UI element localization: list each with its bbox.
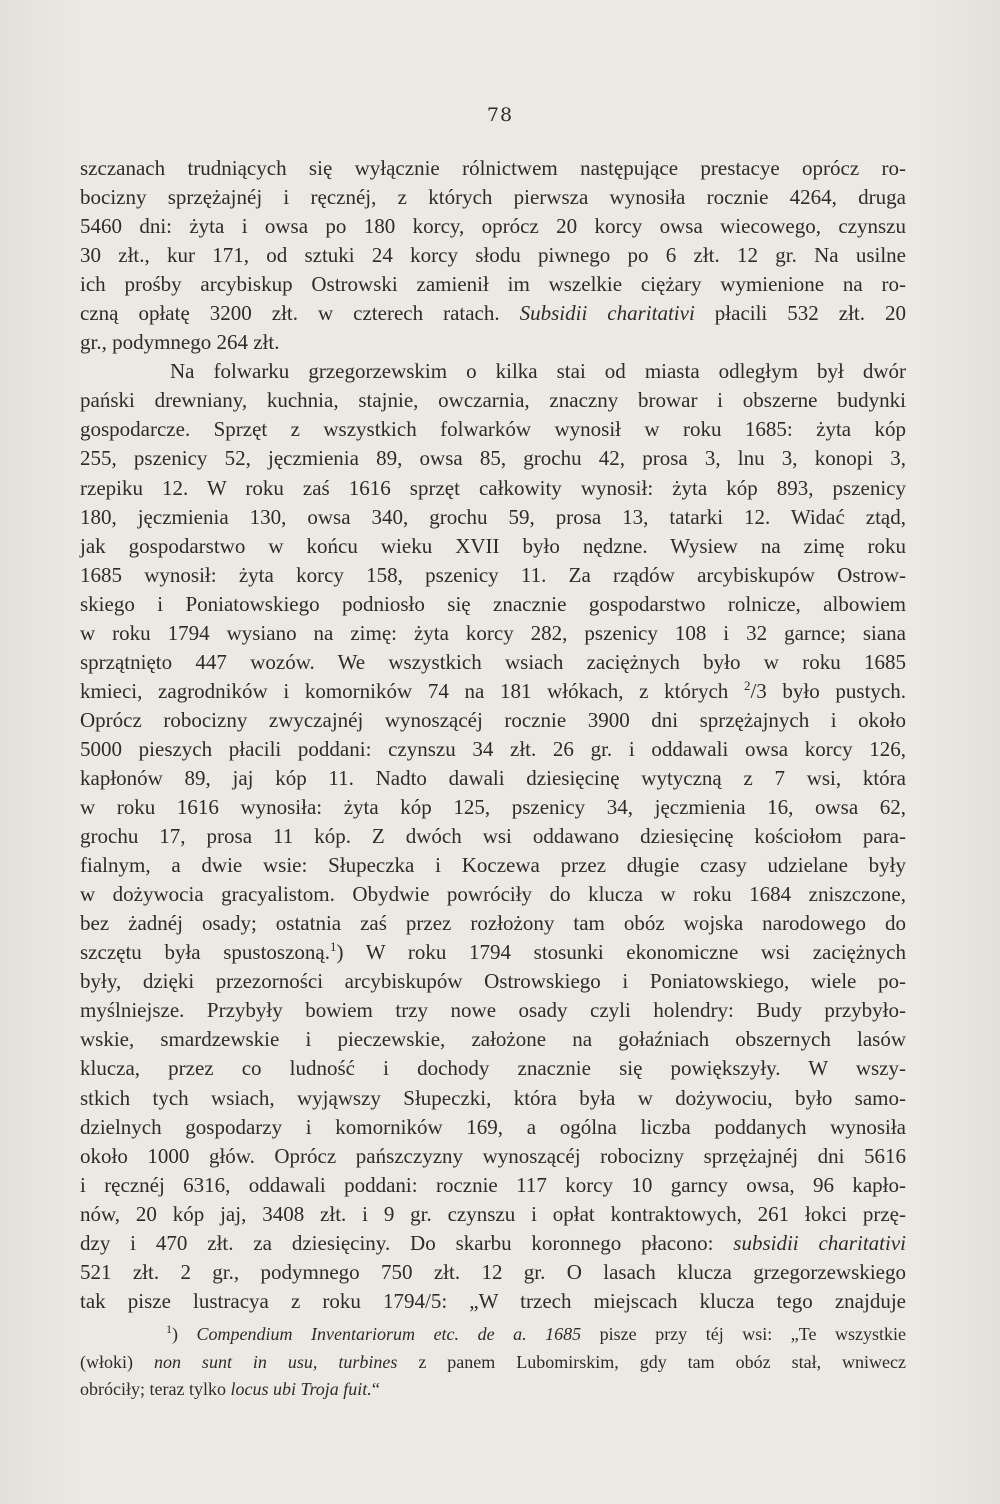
text-line: w roku 1794 wysiano na zimę: żyta korcy 282, pszenicy 108 i 32 garnce; siana: [80, 620, 906, 645]
text-line: klucza, przez co ludność i dochody znacznie się powiększyły. W wszy-: [80, 1056, 906, 1081]
text-line: pański drewniany, kuchnia, stajnie, owczarnia, znaczny browar i obszerne budynki: [80, 388, 906, 413]
text-line: 180, jęczmienia 130, owsa 340, grochu 59, prosa 13, tatarki 12. Widać ztąd,: [80, 504, 906, 529]
text-line: 1685 wynosił: żyta korcy 158, pszenicy 11. Za rządów arcybiskupów Ostrow-: [80, 562, 906, 587]
text-line: fialnym, a dwie wsie: Słupeczka i Koczewa przez długie czasy udzielane były: [80, 853, 906, 878]
text-line: skiego i Poniatowskiego podniosło się znacznie gospodarstwo rolnicze, albowiem: [80, 591, 906, 616]
superscript: 2: [743, 677, 751, 693]
text-line: wskie, smardzewskie i pieczewskie, założone na gołaźniach obszernych lasów: [80, 1027, 906, 1052]
footnote-marker: 1: [166, 1322, 172, 1336]
italic-latin-phrase: non sunt in usu, turbines: [153, 1351, 398, 1372]
text-line: w roku 1616 wynosiła: żyta kóp 125, pszenicy 34, jęczmienia 16, owsa 62,: [80, 795, 906, 820]
italic-latin-phrase: subsidii charitativi: [733, 1230, 906, 1255]
page-number: 78: [486, 104, 514, 126]
text-line: gr., podymnego 264 złt.: [80, 330, 280, 355]
text-run: kmieci, zagrodników i komorników 74 na 181 włókach, z których: [80, 678, 744, 703]
italic-latin-phrase: Subsidii charitativi: [519, 301, 695, 326]
text-run: ) W roku 1794 stosunki ekonomiczne wsi zaciężnych: [336, 940, 906, 965]
text-line: ich prośby arcybiskup Ostrowski zamienił im wszelkie ciężary wymienione na ro-: [80, 272, 906, 297]
text-run: (włoki): [80, 1351, 154, 1372]
text-line: stkich tych wsiach, wyjąwszy Słupeczki, która była w dożywociu, było samo-: [80, 1085, 906, 1110]
text-run: szczętu była spustoszoną.: [80, 940, 330, 965]
text-line: szczanach trudniących się wyłącznie rólnictwem następujące prestacye oprócz ro-: [80, 156, 906, 180]
text-line: jak gospodarstwo w końcu wieku XVII było nędzne. Wysiew na zimę roku: [80, 533, 906, 558]
text-line: około 1000 głów. Oprócz pańszczyzny wynoszącéj robocizny sprzężajnéj dni 5616: [80, 1143, 906, 1168]
text-line: 5460 dni: żyta i owsa po 180 korcy, oprócz 20 korcy owsa wiecowego, czynszu: [80, 214, 906, 239]
footnote-line: [80, 1376, 906, 1404]
text-line: gospodarcze. Sprzęt z wszystkich folwarków wynosił w roku 1685: żyta kóp: [80, 417, 906, 442]
text-run: obróciły; teraz tylko: [80, 1379, 231, 1399]
footnote-line: [80, 1349, 906, 1377]
text-line: [80, 938, 906, 967]
text-line: 521 złt. 2 gr., podymnego 750 złt. 12 gr. O lasach klucza grzegorzewskiego: [80, 1259, 906, 1284]
text-line: były, dzięki przezorności arcybiskupów Ostrowskiego i Poniatowskiego, wiele po-: [80, 969, 906, 994]
text-line: [80, 677, 906, 706]
italic-latin-phrase: locus ubi Troja fuit.: [230, 1379, 372, 1399]
text-run: dzy i 470 złt. za dziesięciny. Do skarbu koronnego płacono:: [80, 1230, 734, 1255]
text-line: sprzątnięto 447 wozów. We wszystkich wsiach zaciężnych było w roku 1685: [80, 649, 906, 674]
footnote: [80, 1321, 906, 1404]
text-line: myślniejsze. Przybyły bowiem trzy nowe osady czyli holendry: Budy przybyło-: [80, 998, 906, 1023]
text-run: pisze przy téj wsi: „Te wszystkie: [581, 1324, 906, 1344]
text-line: Na folwarku grzegorzewskim o kilka stai od miasta odległym był dwór: [170, 359, 906, 384]
main-text: [80, 154, 906, 1316]
text-line: 255, pszenicy 52, jęczmienia 89, owsa 85, grochu 42, prosa 3, lnu 3, konopi 3,: [80, 446, 906, 471]
text-run: płacili 532 złt. 20: [694, 301, 906, 326]
text-line: dzielnych gospodarzy i komorników 169, a ogólna liczba poddanych wynosiła: [80, 1114, 906, 1139]
text-run: “: [371, 1379, 380, 1399]
text-line: w dożywocia gracyalistom. Obydwie powróciły do klucza w roku 1684 zniszczone,: [80, 882, 906, 907]
text-run: z panem Lubomirskim, gdy tam obóz stał, wniwecz: [397, 1351, 907, 1372]
footnote-line: [80, 1321, 906, 1349]
text-line: [80, 299, 906, 328]
text-line: 5000 pieszych płacili poddani: czynszu 34 złt. 26 gr. i oddawali owsa korcy 126,: [80, 736, 906, 761]
text-run: czną opłatę 3200 złt. w czterech ratach.: [80, 301, 520, 326]
text-line: bez żadnéj osady; ostatnia zaś przez rozłożony tam obóz wojska narodowego do: [80, 911, 906, 936]
superscript: 1: [330, 939, 337, 955]
text-run: ): [172, 1324, 197, 1344]
text-line: Oprócz robocizny zwyczajnéj wynoszącéj rocznie 3900 dni sprzężajnych i około: [80, 707, 906, 732]
text-line: kapłonów 89, jaj kóp 11. Nadto dawali dziesięcinę wytyczną z 7 wsi, która: [80, 765, 906, 790]
text-line: nów, 20 kóp jaj, 3408 złt. i 9 gr. czynszu i opłat kontraktowych, 261 łokci przę-: [80, 1201, 906, 1226]
text-line: [80, 1229, 906, 1258]
text-line: rzepiku 12. W roku zaś 1616 sprzęt całkowity wynosił: żyta kóp 893, pszenicy: [80, 475, 906, 500]
text-run: /3 było pustych.: [750, 678, 906, 703]
text-line: 30 złt., kur 171, od sztuki 24 korcy słodu piwnego po 6 złt. 12 gr. Na usilne: [80, 243, 906, 268]
text-line: tak pisze lustracya z roku 1794/5: „W trzech miejscach klucza tego znajduje: [80, 1288, 906, 1313]
italic-latin-phrase: Compendium Inventariorum etc. de a. 1685: [196, 1324, 582, 1344]
text-line: bocizny sprzężajnéj i ręcznéj, z których pierwsza wynosiła rocznie 4264, druga: [80, 185, 906, 210]
text-line: i ręcznéj 6316, oddawali poddani: rocznie 117 korcy 10 garncy owsa, 96 kapło-: [80, 1172, 906, 1197]
text-line: grochu 17, prosa 11 kóp. Z dwóch wsi oddawano dziesięcinę kościołom para-: [80, 824, 906, 849]
